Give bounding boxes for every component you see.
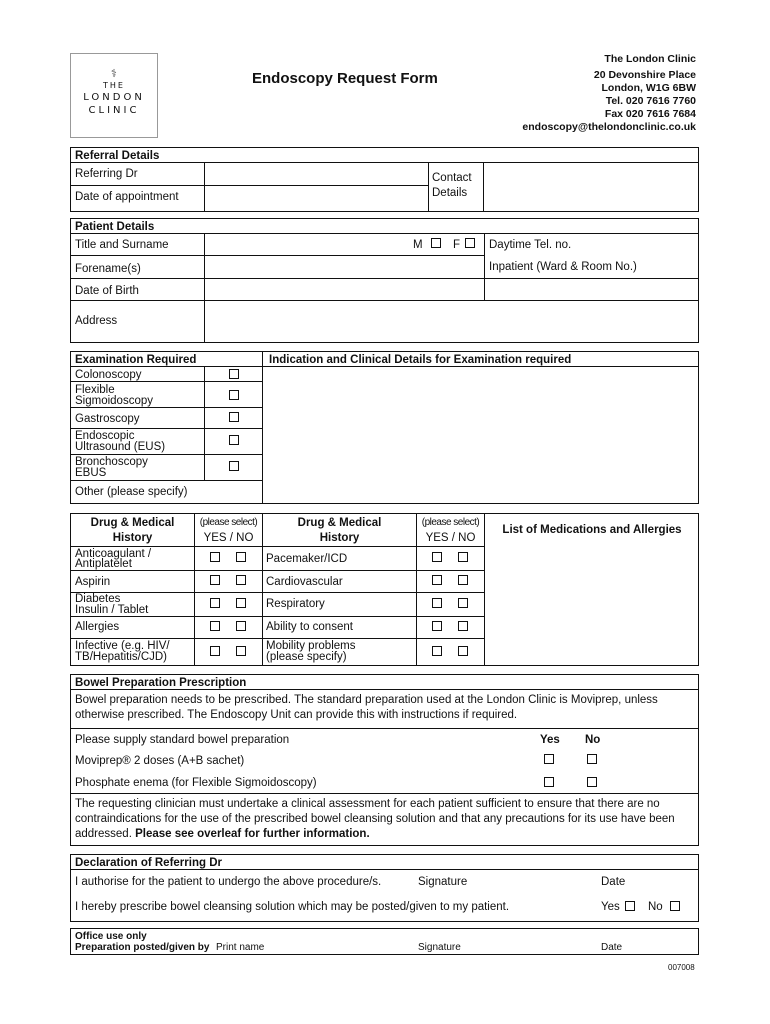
aspirin-label: Aspirin [75, 576, 111, 588]
address-field[interactable] [205, 301, 698, 342]
address-label: Address [75, 315, 118, 327]
declaration-date-label: Date [601, 876, 626, 888]
consent-label: Ability to consent [266, 621, 353, 633]
clinician-note-text: The requesting clinician must undertake a clinical assessment for each patient sufficient to ensure that there are no contraindications for the use of the prescribed bowel cleansing solution and that any precautions for its use have been addressed. [75, 798, 675, 840]
print-name-label: Print name [216, 942, 265, 953]
pacemaker-no-checkbox[interactable] [458, 552, 468, 562]
moviprep-yes-checkbox[interactable] [544, 754, 554, 764]
prescribe-yes-label: Yes [601, 901, 620, 913]
supply-standard-label: Please supply standard bowel preparation [75, 734, 290, 746]
office-heading: Office use only [75, 931, 147, 942]
referring-dr-field[interactable] [205, 163, 427, 184]
mobility-no-checkbox[interactable] [458, 646, 468, 656]
prep-label: Preparation posted/given by [75, 942, 210, 953]
history-col1-h2: History [112, 532, 153, 544]
exam-heading: Examination Required [75, 354, 197, 366]
address-line: Fax 020 7616 7684 [604, 108, 696, 120]
bowel-intro: Bowel preparation needs to be prescribed. The standard preparation used at the London Clinic is Moviprep, unless otherwise prescribed. The Endoscopy Unit can provide this with instructions if required. [75, 694, 658, 721]
exam-colonoscopy: Colonoscopy [75, 369, 142, 381]
clinician-note-bold: Please see overleaf for further information. [135, 828, 370, 840]
respiratory-yes-checkbox[interactable] [432, 598, 442, 608]
contact-details-field[interactable] [484, 163, 698, 211]
meds-heading: List of Medications and Allergies [502, 524, 682, 536]
referring-dr-label: Referring Dr [75, 168, 138, 180]
bowel-yes-header: Yes [540, 734, 560, 746]
daytime-tel-label: Daytime Tel. no. [489, 239, 572, 251]
respiratory-no-checkbox[interactable] [458, 598, 468, 608]
yes-no-2: YES / NO [425, 532, 476, 544]
clinician-note [75, 797, 697, 842]
infective-label-2: TB/Hepatitis/CJD) [75, 651, 168, 663]
pacemaker-yes-checkbox[interactable] [432, 552, 442, 562]
prescribe-no-label: No [648, 901, 663, 913]
details-label: Details [432, 187, 468, 199]
prescribe-yes-checkbox[interactable] [625, 901, 635, 911]
form-code: 007008 [668, 963, 695, 972]
address-line: 20 Devonshire Place [593, 69, 696, 81]
authorise-text: I authorise for the patient to undergo the above procedure/s. [75, 876, 382, 888]
logo-line2: CLINIC [88, 105, 140, 116]
address-line: endoscopy@thelondonclinic.co.uk [522, 121, 696, 133]
indication-heading: Indication and Clinical Details for Examination required [269, 354, 572, 366]
history-col3-h1: Drug & Medical [297, 517, 382, 529]
exam-endoscopic: Endoscopic [75, 430, 135, 442]
caduceus-icon: ⚕ [111, 67, 117, 80]
date-appointment-field[interactable] [205, 186, 427, 211]
medications-field[interactable] [485, 546, 698, 665]
prescribe-text: I hereby prescribe bowel cleansing solution which may be posted/given to my patient. [75, 901, 510, 913]
declaration-heading: Declaration of Referring Dr [75, 857, 222, 869]
female-checkbox[interactable] [465, 238, 475, 248]
mobility-label: Mobility problems [266, 640, 356, 652]
allergies-no-checkbox[interactable] [236, 621, 246, 631]
address-line: The London Clinic [604, 53, 696, 65]
mobility-yes-checkbox[interactable] [432, 646, 442, 656]
aspirin-no-checkbox[interactable] [236, 575, 246, 585]
pacemaker-label: Pacemaker/ICD [266, 553, 348, 565]
eus-checkbox[interactable] [229, 435, 239, 445]
mobility-label-2: (please specify) [266, 651, 347, 663]
phosphate-no-checkbox[interactable] [587, 777, 597, 787]
infective-label: Infective (e.g. HIV/ [75, 640, 170, 652]
flexible-sigmoidoscopy-checkbox[interactable] [229, 390, 239, 400]
diabetes-label: Diabetes [75, 593, 121, 605]
infective-no-checkbox[interactable] [236, 646, 246, 656]
aspirin-yes-checkbox[interactable] [210, 575, 220, 585]
bowel-heading: Bowel Preparation Prescription [75, 677, 247, 689]
cardiovascular-label: Cardiovascular [266, 576, 343, 588]
date-appointment-label: Date of appointment [75, 191, 179, 203]
exam-eus: Ultrasound (EUS) [75, 441, 166, 453]
bronchoscopy-checkbox[interactable] [229, 461, 239, 471]
anticoagulant-no-checkbox[interactable] [236, 552, 246, 562]
address-line: London, W1G 6BW [601, 82, 696, 94]
logo-line1: LONDON [83, 92, 145, 103]
moviprep-label: Moviprep® 2 doses (A+B sachet) [75, 755, 245, 767]
title-surname-label: Title and Surname [75, 239, 169, 251]
diabetes-no-checkbox[interactable] [236, 598, 246, 608]
logo-the: THE [103, 81, 125, 90]
insulin-label: Insulin / Tablet [75, 604, 149, 616]
exam-bronchoscopy: Bronchoscopy [75, 456, 148, 468]
exam-sigmoidoscopy: Sigmoidoscopy [75, 395, 153, 407]
yes-no-1: YES / NO [203, 532, 254, 544]
contact-label: Contact [432, 172, 472, 184]
cardiovascular-no-checkbox[interactable] [458, 575, 468, 585]
declaration-date-field[interactable] [630, 870, 698, 894]
exam-ebus: EBUS [75, 467, 107, 479]
please-select-2: (please select) [421, 517, 480, 528]
gastroscopy-checkbox[interactable] [229, 412, 239, 422]
allergies-yes-checkbox[interactable] [210, 621, 220, 631]
female-label: F [453, 239, 461, 251]
address-line: Tel. 020 7616 7760 [605, 95, 696, 107]
clinic-logo [70, 53, 158, 138]
title-surname-field[interactable] [205, 234, 410, 254]
office-signature-label: Signature [418, 942, 461, 953]
indication-field[interactable] [263, 367, 698, 503]
please-select-1: (please select) [199, 517, 258, 528]
cardiovascular-yes-checkbox[interactable] [432, 575, 442, 585]
dob-field[interactable] [205, 279, 483, 299]
office-date-label: Date [601, 942, 623, 953]
patient-heading: Patient Details [75, 221, 155, 233]
colonoscopy-checkbox[interactable] [229, 369, 239, 379]
consent-no-checkbox[interactable] [458, 621, 468, 631]
anticoagulant-yes-checkbox[interactable] [210, 552, 220, 562]
form-title: Endoscopy Request Form [252, 70, 438, 87]
referral-heading: Referral Details [75, 150, 160, 162]
moviprep-no-checkbox[interactable] [587, 754, 597, 764]
male-label: M [413, 239, 423, 251]
diabetes-yes-checkbox[interactable] [210, 598, 220, 608]
phosphate-yes-checkbox[interactable] [544, 777, 554, 787]
phosphate-label: Phosphate enema (for Flexible Sigmoidoscopy) [75, 777, 317, 789]
forenames-field[interactable] [205, 256, 483, 277]
history-col3-h2: History [319, 532, 360, 544]
clinic-address [520, 53, 696, 134]
male-checkbox[interactable] [431, 238, 441, 248]
bowel-no-header: No [585, 734, 601, 746]
exam-gastroscopy: Gastroscopy [75, 413, 140, 425]
infective-yes-checkbox[interactable] [210, 646, 220, 656]
anticoagulant-label: Anticoagulant / [75, 548, 152, 560]
consent-yes-checkbox[interactable] [432, 621, 442, 631]
history-col1-h1: Drug & Medical [90, 517, 175, 529]
exam-other-label: Other (please specify) [75, 486, 188, 498]
prescribe-no-checkbox[interactable] [670, 901, 680, 911]
forenames-label: Forename(s) [75, 263, 141, 275]
exam-flexible: Flexible [75, 384, 115, 396]
dob-label: Date of Birth [75, 285, 139, 297]
declaration-signature-field[interactable] [474, 870, 594, 894]
declaration-signature-label: Signature [418, 876, 468, 888]
inpatient-label: Inpatient (Ward & Room No.) [489, 261, 637, 273]
allergies-label: Allergies [75, 621, 120, 633]
respiratory-label: Respiratory [266, 598, 325, 610]
antiplatelet-label: Antiplatelet [75, 558, 132, 570]
